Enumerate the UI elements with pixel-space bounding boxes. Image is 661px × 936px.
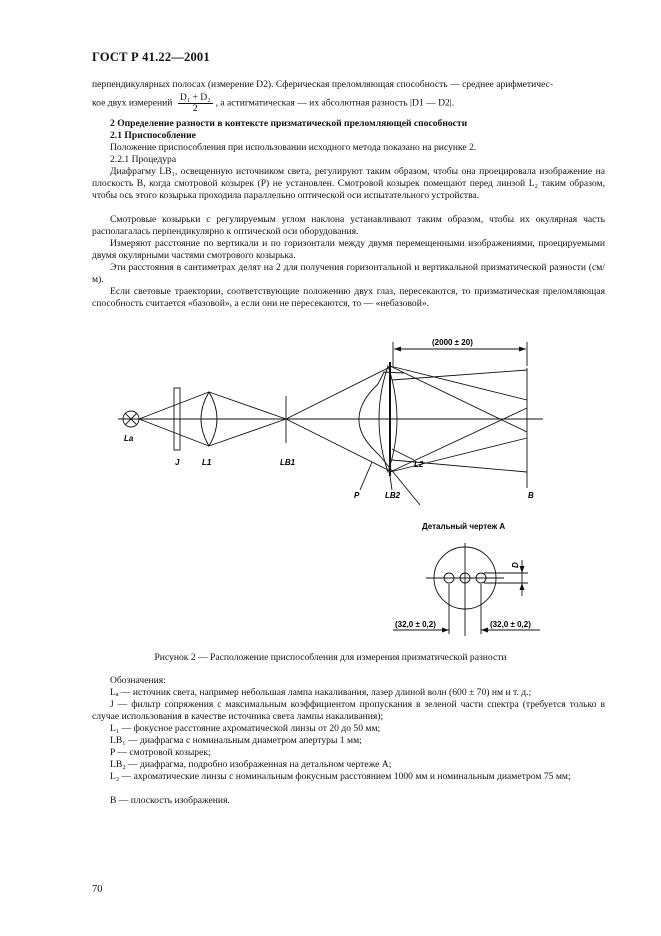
label-l1: L1 bbox=[202, 458, 212, 467]
label-p: P bbox=[354, 491, 360, 500]
label-dim-left: (32,0 ± 0,2) bbox=[395, 620, 436, 629]
figure-caption: Рисунок 2 — Расположение приспособления для измерения призматической разности bbox=[154, 652, 507, 663]
arrow-d-bottom bbox=[520, 583, 525, 590]
paragraph-5: Измеряют расстояние по вертикали и по горизонтали между двумя перемещенными изображениями, проецируемыми двумя окулярными частями смотрового козырька. bbox=[92, 238, 605, 261]
page-number: 70 bbox=[92, 884, 103, 895]
ray-3a bbox=[286, 368, 388, 419]
leader-p bbox=[360, 462, 372, 490]
legend-item-j: J — фильтр сопряжения с максимальным коэффициентом пропускания в зеленой части спектра (требуется только в случае использования в качестве источника света лампы накаливания); bbox=[92, 699, 605, 722]
leader-lb2 bbox=[390, 476, 392, 490]
legend-item-la: Lₐ — источник света, например небольшая лампа накаливания, лазер длиной волн (600 ± 70) нм и т. д.; bbox=[110, 687, 532, 698]
ray-4d bbox=[390, 408, 527, 472]
label-detail-title: Детальный чертеж А bbox=[422, 522, 506, 531]
arrow-top-right bbox=[519, 347, 526, 352]
arrow-d-top bbox=[520, 566, 525, 573]
label-lb2: LB2 bbox=[385, 491, 401, 500]
legend-title: Обозначения: bbox=[110, 675, 166, 686]
label-dim-d: D bbox=[511, 562, 520, 568]
paragraph-7: Если световые траектории, соответствующие положению двух глаз, пересекаются, то призматическая преломляющая способность считается «базовой», а если они не пересекаются, то — «небазовой». bbox=[92, 286, 605, 309]
arrow-detail-right bbox=[481, 628, 488, 633]
paragraph-6: Эти расстояния в сантиметрах делят на 2 для получения горизонтальной и вертикальной призматической разности (см/м). bbox=[92, 262, 605, 285]
legend-item-p: P — смотровой козырек; bbox=[110, 747, 211, 758]
label-la: La bbox=[124, 434, 134, 443]
paragraph-4: Смотровые козырьки с регулируемым углом наклона устанавливают таким образом, чтобы их окулярная часть располагалась перпендикулярно к оптической оси оборудования. bbox=[92, 214, 605, 237]
fraction-numerator: D₁ + D₂ bbox=[179, 91, 211, 103]
intro-line-2-pre: кое двух измерений bbox=[92, 97, 173, 109]
legend-item-b: B — плоскость изображения. bbox=[110, 795, 230, 806]
legend-item-lb1: LB₁ — диафрагма с номинальным диаметром апертуры 1 мм; bbox=[110, 735, 362, 746]
subsection-heading: 2.1 Приспособление bbox=[110, 130, 196, 141]
legend-item-l1: L₁ — фокусное расстояние ахроматической линзы от 20 до 50 мм; bbox=[110, 723, 381, 734]
fraction-denominator: 2 bbox=[192, 102, 198, 114]
label-b: B bbox=[528, 491, 534, 500]
intro-line-1: перпендикулярных полосах (измерение D2). Сферическая преломляющая способность — среднее арифметичес- bbox=[92, 79, 554, 90]
arrow-detail-left bbox=[442, 628, 449, 633]
arrow-top-left bbox=[394, 347, 401, 352]
label-lb1: LB1 bbox=[280, 458, 296, 467]
legend-item-lb2: LB₂ — диафрагма, подробно изображенная на детальном чертеже А; bbox=[110, 759, 392, 770]
ray-4f bbox=[392, 460, 527, 472]
standard-header: ГОСТ Р 41.22—2001 bbox=[92, 50, 210, 64]
legend-item-l2: L₂ — ахроматические линзы с номинальным фокусным расстоянием 1000 мм и номинальным диаметром 75 мм; bbox=[110, 771, 571, 782]
label-dim-right: (32,0 ± 0,2) bbox=[490, 620, 531, 629]
paragraph-3: Диафрагму LB₁, освещенную источником света, регулируют таким образом, чтобы она проецировала изображение на плоскость B, когда смотровой козырек (P) не установлен. Смотровой козырек помещают перед линзой L₂ таким образом, чтобы ось этого козырька проходила параллельно оптической оси испытательного устройства. bbox=[92, 166, 605, 201]
leader-l2 bbox=[392, 449, 414, 460]
paragraph-procedure: 2.2.1 Процедура bbox=[110, 154, 177, 165]
paragraph-1: Положение приспособления при использовании исходного метода показано на рисунке 2. bbox=[110, 142, 477, 153]
ray-4c bbox=[390, 366, 527, 432]
ray-4b bbox=[390, 438, 527, 472]
section-heading: 2 Определение разности в контексте призматической преломляющей способности bbox=[110, 118, 468, 129]
ray-2a bbox=[209, 392, 286, 419]
label-j: J bbox=[175, 458, 180, 467]
ray-3b bbox=[286, 419, 388, 470]
intro-line-2-post: , а астигматическая — их абсолютная разность |D1 — D2|. bbox=[215, 97, 455, 109]
visor-p-arc bbox=[359, 384, 378, 450]
label-l2: L2 bbox=[414, 460, 424, 469]
label-dim-top: (2000 ± 20) bbox=[432, 338, 473, 347]
ray-2b bbox=[209, 419, 286, 446]
